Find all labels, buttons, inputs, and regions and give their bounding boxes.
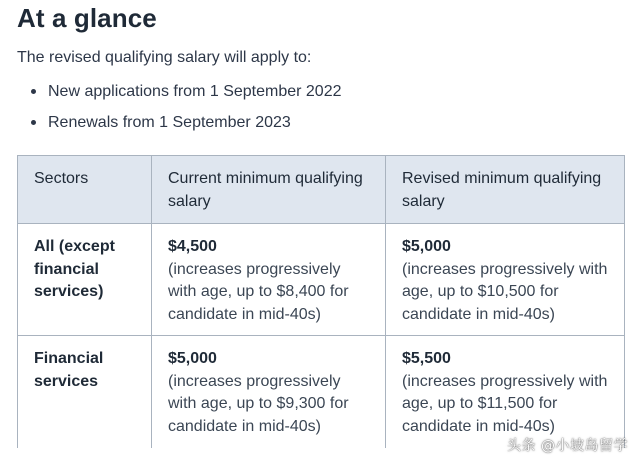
table-row [18, 224, 625, 336]
intro-text: The revised qualifying salary will apply to: [17, 49, 312, 66]
current-note: (increases progressively with age, up to $8,400 for candidate in mid-40s) [168, 260, 349, 324]
sector-cell [18, 224, 152, 336]
revised-salary-cell [386, 224, 625, 336]
watermark-label: 头条 @小坡岛留学 [507, 438, 628, 454]
revised-salary-cell [386, 336, 625, 448]
list-item [17, 82, 617, 113]
header-current-salary: Current minimum qualifying salary [152, 156, 386, 224]
header-revised-salary: Revised minimum qualifying salary [386, 156, 625, 224]
revised-note: (increases progressively with age, up to $10,500 for candidate in mid-40s) [402, 260, 608, 324]
revised-amount: $5,500 [402, 350, 451, 367]
revised-note: (increases progressively with age, up to $11,500 for candidate in mid-40s) [402, 372, 608, 436]
bullet-dot-icon [31, 89, 36, 94]
current-salary-cell [152, 224, 386, 336]
table-row [18, 336, 625, 448]
current-note: (increases progressively with age, up to $9,300 for candidate in mid-40s) [168, 372, 349, 436]
salary-table [17, 155, 625, 448]
sector-cell [18, 336, 152, 448]
current-salary-cell [152, 336, 386, 448]
bullet-text: New applications from 1 September 2022 [48, 83, 342, 100]
bullet-text: Renewals from 1 September 2023 [48, 114, 291, 131]
bullet-list [17, 82, 617, 144]
table-header-row [18, 156, 625, 224]
sector-label: All (except financial services) [34, 238, 115, 301]
sector-label: Financial services [34, 350, 104, 390]
current-amount: $5,000 [168, 350, 217, 367]
current-amount: $4,500 [168, 238, 217, 255]
revised-amount: $5,000 [402, 238, 451, 255]
header-sectors: Sectors [18, 156, 152, 224]
bullet-dot-icon [31, 120, 36, 125]
list-item [17, 113, 617, 144]
page-title: At a glance [17, 3, 157, 33]
